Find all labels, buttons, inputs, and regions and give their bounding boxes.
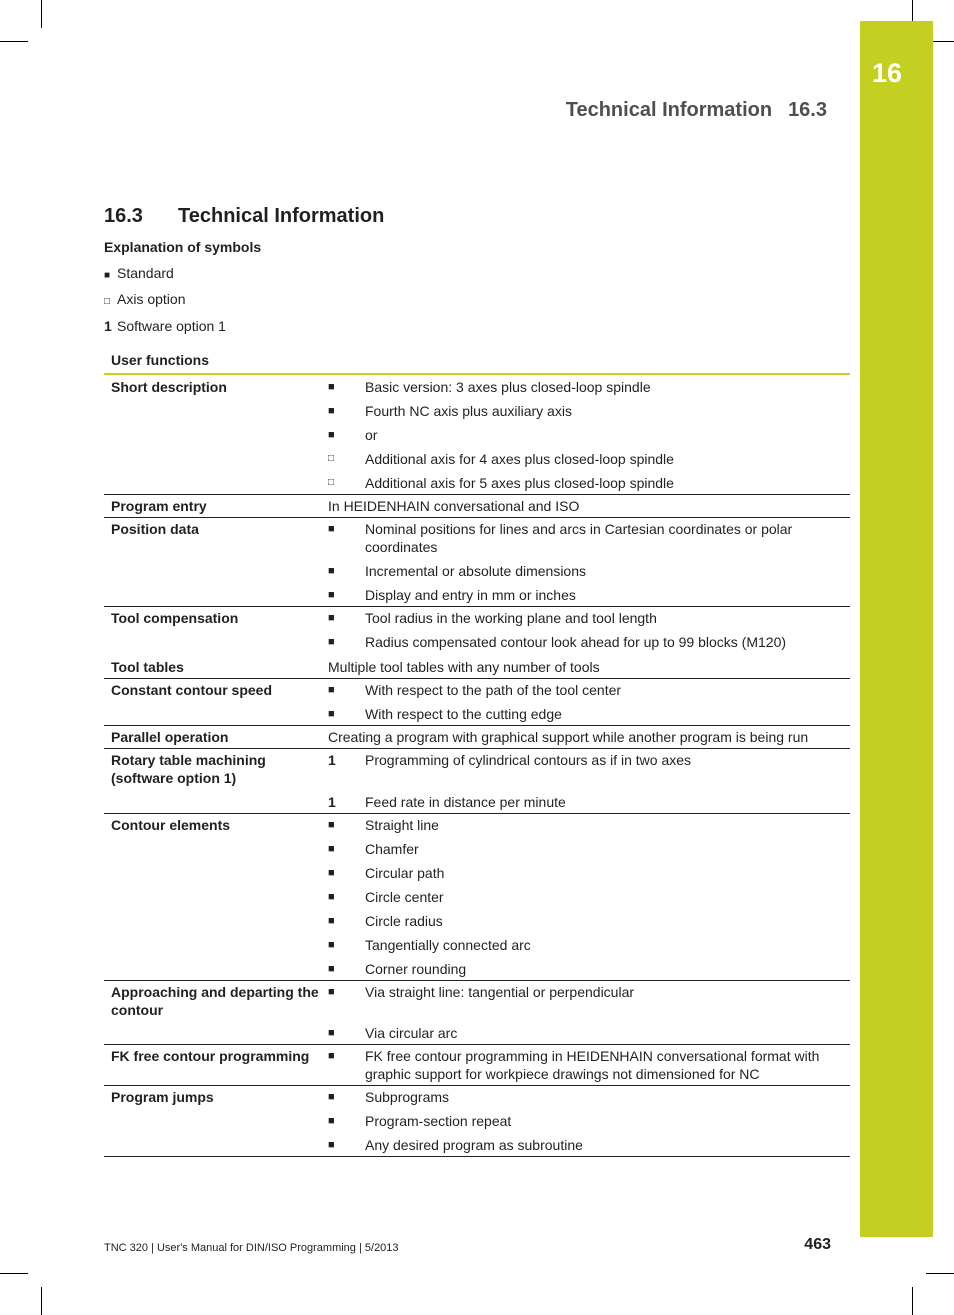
list-item <box>328 586 850 604</box>
user-functions-table <box>104 350 850 1157</box>
item-text: Incremental or absolute dimensions <box>365 563 587 579</box>
item-text: Tangentially connected arc <box>365 937 531 953</box>
table-row <box>104 726 850 749</box>
row-content <box>328 1088 850 1154</box>
running-head-section: 16.3 <box>788 99 827 121</box>
software-option-marker: 1 <box>104 318 112 334</box>
list-item <box>328 1088 850 1106</box>
list-item <box>328 474 850 492</box>
row-label: Constant contour speed <box>111 682 273 698</box>
filled-square-icon: ■ <box>328 1139 335 1151</box>
item-text: Any desired program as subroutine <box>365 1137 583 1153</box>
row-content <box>328 816 850 978</box>
item-text: Feed rate in distance per minute <box>365 794 566 810</box>
row-content: Creating a program with graphical support while another program is being run <box>328 729 809 745</box>
list-item <box>328 378 850 396</box>
symbols-heading: Explanation of symbols <box>104 239 262 255</box>
item-text: Radius compensated contour look ahead for up to 99 blocks (M120) <box>365 634 787 650</box>
row-content <box>328 1047 850 1083</box>
list-item <box>328 840 850 858</box>
row-content <box>328 751 850 811</box>
table-row <box>104 679 850 726</box>
row-label: Tool compensation <box>111 610 239 626</box>
row-label: Contour elements <box>111 817 231 833</box>
item-text: With respect to the cutting edge <box>365 706 562 722</box>
symbol-software-option <box>104 318 226 334</box>
list-item <box>328 1112 850 1130</box>
row-content <box>328 520 850 604</box>
item-text: Via circular arc <box>365 1025 458 1041</box>
row-content <box>328 681 850 723</box>
empty-square-icon: □ <box>328 477 335 488</box>
item-text: Circle radius <box>365 913 443 929</box>
filled-square-icon: ■ <box>328 405 335 417</box>
list-item <box>328 450 850 468</box>
row-label: Short description <box>111 379 227 395</box>
chapter-tab <box>860 21 933 1237</box>
running-head <box>566 99 827 122</box>
row-label: Parallel operation <box>111 729 229 745</box>
list-item <box>328 960 850 978</box>
item-text: With respect to the path of the tool center <box>365 682 622 698</box>
table-row <box>104 814 850 981</box>
list-item <box>328 1047 850 1083</box>
filled-square-icon: ■ <box>328 1091 335 1103</box>
item-text: Via straight line: tangential or perpendicular <box>365 984 635 1000</box>
table-header: User functions <box>104 350 850 375</box>
row-content <box>328 609 850 651</box>
item-text: Programming of cylindrical contours as if in two axes <box>365 752 692 768</box>
crop-mark <box>912 1287 913 1315</box>
list-item <box>328 609 850 627</box>
table-row <box>104 1045 850 1086</box>
item-text: Fourth NC axis plus auxiliary axis <box>365 403 572 419</box>
table-row <box>104 981 850 1045</box>
row-label: Program entry <box>111 498 207 514</box>
table-row <box>104 375 850 495</box>
filled-square-icon: ■ <box>328 708 335 720</box>
list-item <box>328 562 850 580</box>
item-text: Basic version: 3 axes plus closed-loop spindle <box>365 379 651 395</box>
filled-square-icon: ■ <box>328 939 335 951</box>
list-item <box>328 983 850 1001</box>
filled-square-icon: ■ <box>104 270 111 281</box>
item-text: Circular path <box>365 865 445 881</box>
empty-square-icon: □ <box>328 453 335 464</box>
filled-square-icon: ■ <box>328 684 335 696</box>
page-number: 463 <box>804 1236 831 1253</box>
filled-square-icon: ■ <box>328 636 335 648</box>
symbol-standard <box>104 265 174 281</box>
empty-square-icon: □ <box>104 296 111 307</box>
crop-mark <box>41 1287 42 1315</box>
row-label: Tool tables <box>111 659 184 675</box>
table-row <box>104 518 850 607</box>
item-text: or <box>365 427 378 443</box>
list-item <box>328 816 850 834</box>
row-label: FK free contour programming <box>111 1048 310 1064</box>
chapter-number: 16 <box>871 58 903 88</box>
filled-square-icon: ■ <box>328 429 335 441</box>
list-item <box>328 520 850 556</box>
filled-square-icon: ■ <box>328 1027 335 1039</box>
symbol-label: Standard <box>117 265 174 281</box>
item-text: Program-section repeat <box>365 1113 512 1129</box>
filled-square-icon: ■ <box>328 381 335 393</box>
row-label: Program jumps <box>111 1089 214 1105</box>
section-title <box>104 205 384 228</box>
filled-square-icon: ■ <box>328 523 335 535</box>
list-item <box>328 888 850 906</box>
filled-square-icon: ■ <box>328 843 335 855</box>
filled-square-icon: ■ <box>328 819 335 831</box>
filled-square-icon: ■ <box>328 1050 335 1062</box>
list-item <box>328 1136 850 1154</box>
section-title-text: Technical Information <box>178 205 385 227</box>
table-row <box>104 1086 850 1157</box>
filled-square-icon: ■ <box>328 589 335 601</box>
item-text: Display and entry in mm or inches <box>365 587 576 603</box>
item-text: Straight line <box>365 817 439 833</box>
row-content: In HEIDENHAIN conversational and ISO <box>328 498 580 514</box>
running-head-title: Technical Information <box>565 99 773 121</box>
list-item <box>328 426 850 444</box>
list-item <box>328 936 850 954</box>
list-item <box>328 705 850 723</box>
row-label: Approaching and departing the contour <box>111 984 319 1018</box>
crop-mark <box>41 0 42 28</box>
crop-mark <box>0 41 28 42</box>
row-content <box>328 983 850 1042</box>
table-row <box>104 607 850 653</box>
item-text: Additional axis for 5 axes plus closed-loop spindle <box>365 475 674 491</box>
footer-text: TNC 320 | User's Manual for DIN/ISO Programming | 5/2013 <box>104 1242 399 1254</box>
item-text: Subprograms <box>365 1089 450 1105</box>
item-text: Corner rounding <box>365 961 467 977</box>
symbol-axis-option <box>104 291 185 307</box>
list-item <box>328 681 850 699</box>
item-text: Tool radius in the working plane and tool length <box>365 610 657 626</box>
list-item <box>328 402 850 420</box>
table-row <box>104 495 850 518</box>
item-text: Circle center <box>365 889 444 905</box>
filled-square-icon: ■ <box>328 612 335 624</box>
symbol-label: Axis option <box>117 291 186 307</box>
item-text: Additional axis for 4 axes plus closed-loop spindle <box>365 451 674 467</box>
row-content <box>328 378 850 492</box>
software-option-marker: 1 <box>328 752 336 768</box>
filled-square-icon: ■ <box>328 963 335 975</box>
filled-square-icon: ■ <box>328 867 335 879</box>
filled-square-icon: ■ <box>328 565 335 577</box>
symbol-label: Software option 1 <box>117 318 226 334</box>
item-text: Chamfer <box>365 841 419 857</box>
list-item <box>328 633 850 651</box>
filled-square-icon: ■ <box>328 986 335 998</box>
section-number: 16.3 <box>104 205 143 227</box>
list-item <box>328 912 850 930</box>
filled-square-icon: ■ <box>328 891 335 903</box>
table-row <box>104 653 850 679</box>
item-text: FK free contour programming in HEIDENHAIN conversational format with graphic support for workpiece drawings not dimensioned for NC <box>365 1048 820 1082</box>
row-content: Multiple tool tables with any number of tools <box>328 659 600 675</box>
filled-square-icon: ■ <box>328 1115 335 1127</box>
filled-square-icon: ■ <box>328 915 335 927</box>
crop-mark <box>0 1273 28 1274</box>
software-option-marker: 1 <box>328 794 336 810</box>
item-text: Nominal positions for lines and arcs in Cartesian coordinates or polar coordinates <box>365 521 793 555</box>
row-label: Rotary table machining (software option 1) <box>111 752 266 786</box>
table-row <box>104 749 850 814</box>
list-item <box>328 793 850 811</box>
crop-mark <box>926 1273 954 1274</box>
row-label: Position data <box>111 521 199 537</box>
list-item <box>328 751 850 769</box>
list-item <box>328 1024 850 1042</box>
list-item <box>328 864 850 882</box>
